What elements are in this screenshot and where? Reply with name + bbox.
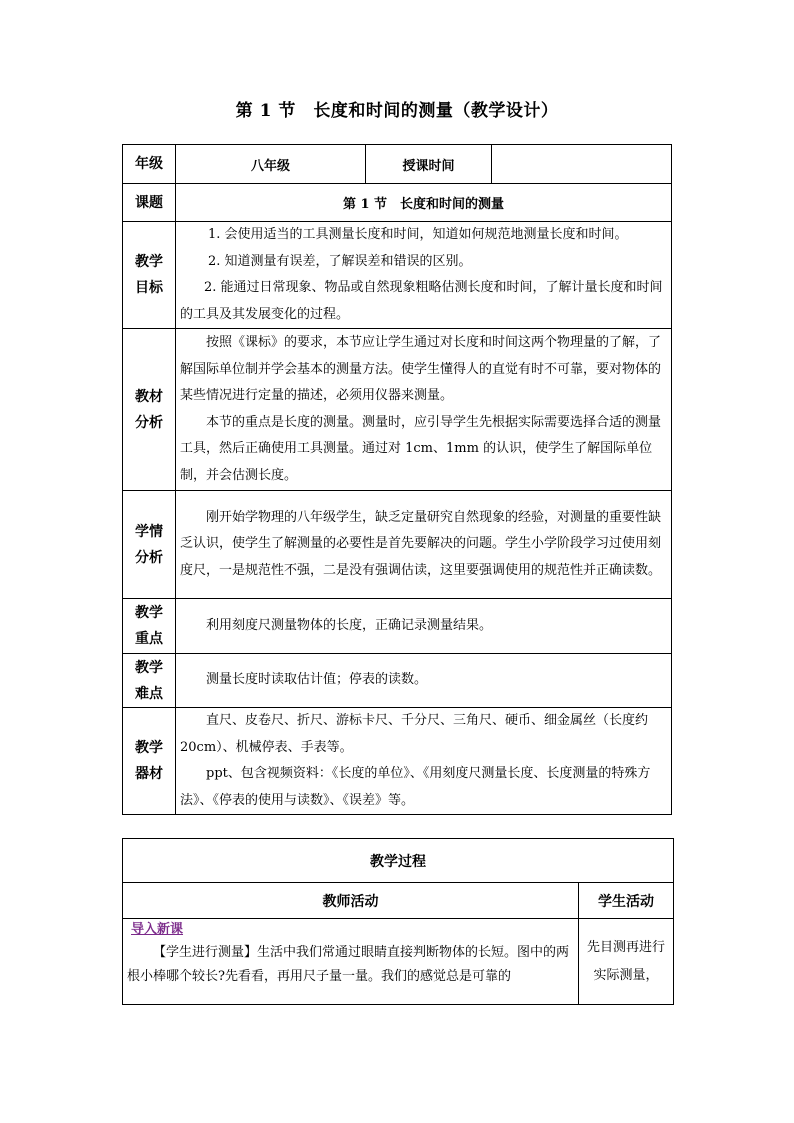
lesson-info-table <box>122 144 672 815</box>
goals-label-line1: 教学 <box>135 254 163 270</box>
goal-item: 1. 会使用适当的工具测量长度和时间，知道如何规范地测量长度和时间。 <box>208 227 628 242</box>
student-activity-text: 先目测再进行实际测量， <box>579 919 674 1005</box>
difficult-point-content: 测量长度时读取估计值；停表的读数。 <box>176 654 672 708</box>
student-label-line1: 学情 <box>135 523 163 540</box>
teacher-activity-cell <box>123 919 579 1005</box>
equipment-paragraph: 直尺、皮卷尺、折尺、游标卡尺、千分尺、三角尺、硬币、细金属丝（长度约 20cm）、机械停表、手表等。 <box>180 713 649 755</box>
student-label-line2: 分析 <box>135 549 163 566</box>
material-paragraph: 按照《课标》的要求，本节应让学生通过对长度和时间这两个物理量的了解，了解国际单位制并学会基本的测量方法。使学生懂得人的直觉有时不可靠，要对物体的某些情况进行定量的描述，必须用仪器来测量。 <box>180 335 662 403</box>
topic-value: 第 1 节 长度和时间的测量 <box>176 184 672 222</box>
goal-item: 2. 知道测量有误差，了解误差和错误的区别。 <box>208 253 472 269</box>
material-label-line1: 教材 <box>135 388 163 405</box>
goals-label <box>123 222 176 329</box>
teaching-process-table <box>122 838 674 1005</box>
key-label-line1: 教学 <box>135 605 163 621</box>
grade-label: 年级 <box>123 145 176 184</box>
grade-value: 八年级 <box>176 145 366 184</box>
time-label: 授课时间 <box>366 145 492 184</box>
process-title: 教学过程 <box>123 839 674 883</box>
equipment-content <box>176 708 672 815</box>
difficult-point-label <box>123 654 176 708</box>
intro-link[interactable]: 导入新课 <box>131 922 184 937</box>
teacher-activity-header: 教师活动 <box>123 883 579 919</box>
teacher-activity-text: 【学生进行测量】生活中我们常通过眼睛直接判断物体的长短。图中的两根小棒哪个较长?先看看，再用尺子量一量。我们的感觉总是可靠的 <box>127 945 570 984</box>
goals-label-line2: 目标 <box>135 280 163 296</box>
difficult-label-line2: 难点 <box>135 685 163 702</box>
material-label-line2: 分析 <box>135 414 163 431</box>
key-point-content: 利用刻度尺测量物体的长度，正确记录测量结果。 <box>176 599 672 654</box>
page-title: 第 1 节 长度和时间的测量（教学设计） <box>235 101 559 121</box>
equip-label-line2: 器材 <box>135 766 163 782</box>
key-point-label <box>123 599 176 654</box>
material-paragraph: 本节的重点是长度的测量。测量时，应引导学生先根据实际需要选择合适的测量工具，然后正确使用工具测量。通过对 1cm、1mm 的认识，使学生了解国际单位制，并会估测长度。 <box>180 414 662 483</box>
student-analysis-content: 刚开始学物理的八年级学生，缺乏定量研究自然现象的经验，对测量的重要性缺乏认识，使学生了解测量的必要性是首先要解决的问题。学生小学阶段学习过使用刻度尺，一是规范性不强，二是没有强调估读，这里要强调使用的规范性并正确读数。 <box>176 491 672 599</box>
key-label-line2: 重点 <box>135 631 163 647</box>
goals-content <box>176 222 672 329</box>
topic-label: 课题 <box>123 184 176 222</box>
difficult-label-line1: 教学 <box>135 659 163 676</box>
equip-label-line1: 教学 <box>135 740 163 756</box>
equipment-paragraph: ppt、包含视频资料：《长度的单位》、《用刻度尺测量长度、长度测量的特殊方法》、《停表的使用与读数》、《误差》等。 <box>180 766 651 808</box>
time-value[interactable] <box>492 145 672 184</box>
material-label <box>123 329 176 491</box>
equipment-label <box>123 708 176 815</box>
student-analysis-label <box>123 491 176 599</box>
student-activity-header: 学生活动 <box>579 883 674 919</box>
goal-item: 2. 能通过日常现象、物品或自然现象粗略估测长度和时间，了解计量长度和时间的工具及其发展变化的过程。 <box>180 280 663 322</box>
material-content <box>176 329 672 491</box>
